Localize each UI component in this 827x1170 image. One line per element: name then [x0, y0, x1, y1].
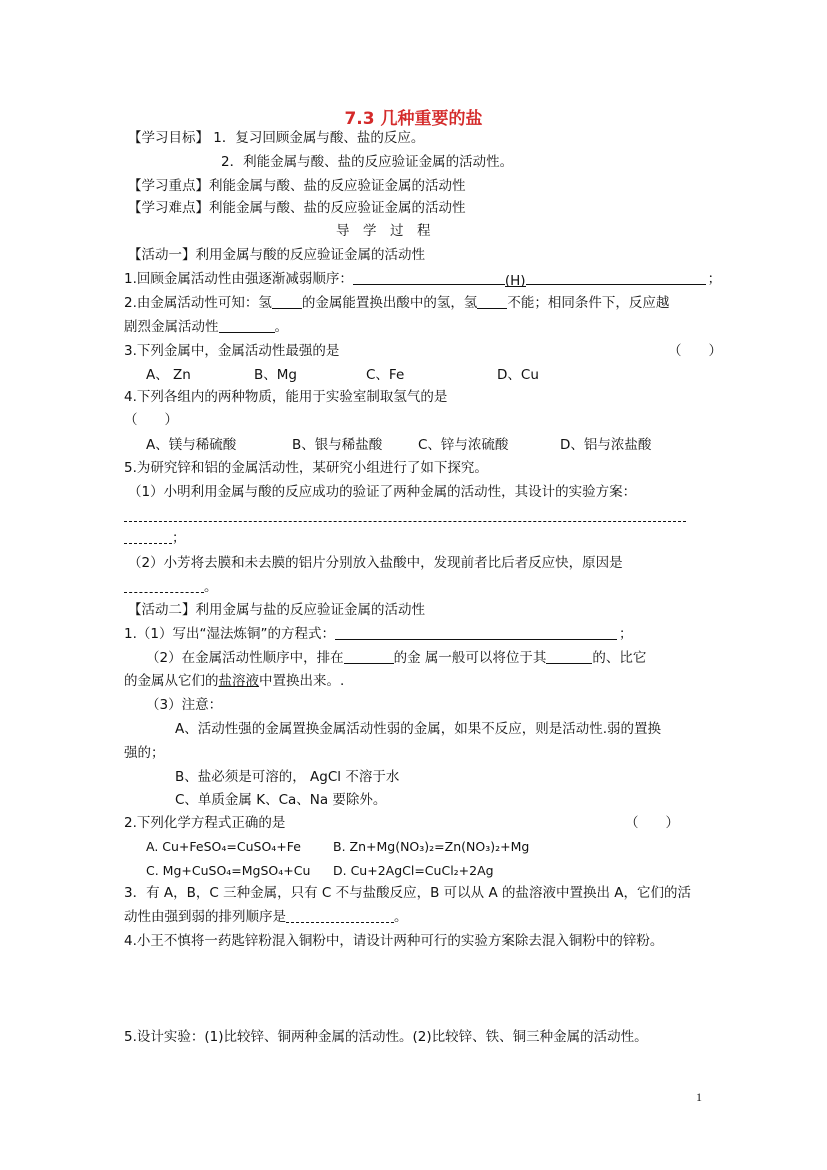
a2-q3-line2	[124, 908, 408, 926]
a2-q4: 4.小王不慎将一药匙锌粉混入铜粉中，请设计两种可行的实验方案除去混入铜粉中的锌粉。	[124, 933, 664, 949]
a1-q5-2-blank[interactable]	[124, 578, 204, 593]
a2-q1-2-blank-1[interactable]	[344, 649, 394, 664]
a2-q1-2-line2	[124, 672, 344, 690]
a1-q4-option-c[interactable]: C、锌与浓硫酸	[418, 437, 509, 453]
key-points: 【学习重点】利能金属与酸、盐的反应验证金属的活动性	[128, 178, 466, 194]
a2-q1-3: （3）注意：	[146, 697, 223, 713]
a1-q5-1-answer-line2	[124, 529, 186, 547]
a1-q1-h: (H)	[504, 273, 526, 289]
activity1-heading: 【活动一】利用金属与酸的反应验证金属的活动性	[128, 247, 425, 263]
a2-q2-option-b[interactable]: B. Zn+Mg(NO₃)₂=Zn(NO₃)₂+Mg	[333, 839, 530, 854]
a1-q3-option-b[interactable]: B、Mg	[254, 367, 297, 383]
a1-q3-option-d[interactable]: D、Cu	[497, 367, 539, 383]
a2-q1-1	[124, 625, 632, 643]
a1-q5-1: （1）小明利用金属与酸的反应成功的验证了两种金属的活动性，其设计的实验方案：	[128, 484, 637, 500]
a1-q4-option-d[interactable]: D、铝与浓盐酸	[560, 437, 652, 453]
a2-q3-end: 。	[394, 909, 408, 925]
a2-q2-paren: （ ）	[625, 815, 679, 831]
a1-q5-2: （2）小芳将去膜和未去膜的铝片分别放入盐酸中，发现前者比后者反应快，原因是	[128, 555, 623, 571]
difficult-points: 【学习难点】利能金属与酸、盐的反应验证金属的活动性	[128, 200, 466, 216]
a1-q5-1-end: ；	[172, 530, 186, 546]
a2-note-a-2: 强的；	[124, 745, 165, 761]
a1-q2-part-a: 2.由金属活动性可知：氢	[124, 295, 272, 311]
a1-q2-blank-1[interactable]	[272, 294, 302, 309]
a1-q2-line2-end: 。	[274, 319, 288, 335]
goals-item-2: 2．利能金属与酸、盐的反应验证金属的活动性。	[221, 154, 514, 170]
a2-q5: 5.设计实验：(1)比较锌、铜两种金属的活动性。(2)比较锌、铁、铜三种金属的活动性。	[124, 1029, 648, 1045]
a2-q1-2-part-b: 的金 属一般可以将位于其	[393, 650, 547, 666]
a2-q3: 3．有 A，B，C 三种金属，只有 C 不与盐酸反应，B 可以从 A 的盐溶液中置换出 A，它们的活	[124, 885, 691, 901]
a1-q2-part-c: 不能；相同条件下，反应越	[507, 295, 670, 311]
a1-q1	[124, 270, 721, 288]
goals-item-1: 1．复习回顾金属与酸、盐的反应。	[213, 130, 425, 146]
a2-q1-2	[146, 649, 646, 667]
a2-q1-2-part-c: 的、比它	[592, 650, 647, 666]
page-number: 1	[696, 1090, 702, 1104]
goals-label: 【学习目标】	[128, 130, 209, 146]
a1-q3: 3.下列金属中，金属活动性最强的是	[124, 343, 340, 359]
a1-q3-option-c[interactable]: C、Fe	[366, 367, 405, 383]
a1-q5-1-blank-2[interactable]	[124, 529, 172, 544]
a1-q2-part-b: 的金属能置换出酸中的氢，氢	[301, 295, 478, 311]
a2-note-a: A、活动性强的金属置换金属活动性弱的金属，如果不反应，则是活动性.弱的置换	[175, 721, 662, 737]
a1-q1-end: ；	[707, 271, 722, 287]
a2-q3-line2-text: 动性由强到弱的排列顺序是	[124, 909, 286, 925]
a2-q1-1-text: 1.（1）写出“湿法炼铜”的方程式：	[124, 626, 335, 642]
a2-q1-2-salt-solution: 盐溶液	[218, 673, 259, 689]
a2-q2: 2.下列化学方程式正确的是	[124, 815, 286, 831]
a1-q1-blank-1[interactable]	[353, 270, 505, 285]
a2-q1-1-end: ；	[618, 626, 633, 642]
a2-q1-2-part-a: （2）在金属活动性顺序中，排在	[146, 650, 344, 666]
a2-q1-1-blank[interactable]	[335, 625, 617, 640]
a2-note-b: B、盐必须是可溶的， AgCl 不溶于水	[175, 769, 400, 785]
a1-q2-line2	[124, 318, 288, 336]
a2-q3-blank[interactable]	[286, 908, 394, 923]
page-title: 7.3 几种重要的盐	[344, 109, 483, 129]
a1-q5: 5.为研究锌和铝的金属活动性，某研究小组进行了如下探究。	[124, 460, 488, 476]
a2-q2-option-a[interactable]: A. Cu+FeSO₄=CuSO₄+Fe	[146, 839, 301, 854]
a1-q2	[124, 294, 669, 312]
activity2-heading: 【活动二】利用金属与盐的反应验证金属的活动性	[128, 602, 425, 618]
a1-q2-line2-text: 剧烈金属活动性	[124, 319, 219, 335]
a1-q5-2-end: 。	[204, 579, 218, 595]
a1-q3-paren: （ ）	[668, 343, 722, 359]
a1-q4-paren: （ ）	[124, 412, 178, 428]
a1-q5-2-answer-line	[124, 578, 218, 596]
a1-q2-blank-2[interactable]	[477, 294, 507, 309]
a1-q1-text: 1.回顾金属活动性由强逐渐减弱顺序：	[124, 271, 353, 287]
a2-q2-option-d[interactable]: D. Cu+2AgCl=CuCl₂+2Ag	[333, 863, 494, 878]
a2-note-c: C、单质金属 K、Ca、Na 要除外。	[175, 792, 387, 808]
a1-q4: 4.下列各组内的两种物质，能用于实验室制取氢气的是	[124, 389, 448, 405]
a2-q1-2-line2-a: 的金属从它们的	[124, 673, 219, 689]
a2-q2-option-c[interactable]: C. Mg+CuSO₄=MgSO₄+Cu	[146, 863, 311, 878]
a2-q1-2-blank-2[interactable]	[546, 649, 592, 664]
a1-q5-1-blank[interactable]	[124, 507, 686, 522]
a2-q1-2-line2-b: 中置换出来。.	[259, 673, 345, 689]
a1-q5-1-answer-line	[124, 507, 686, 525]
goals-line-1	[128, 129, 424, 147]
a1-q4-option-b[interactable]: B、银与稀盐酸	[292, 437, 383, 453]
a1-q3-option-a[interactable]: A、 Zn	[146, 367, 191, 383]
a1-q4-option-a[interactable]: A、镁与稀硫酸	[146, 437, 237, 453]
a1-q1-blank-2[interactable]	[526, 270, 706, 285]
process-heading: 导 学 过 程	[336, 223, 431, 239]
a1-q2-blank-3[interactable]	[219, 318, 275, 333]
